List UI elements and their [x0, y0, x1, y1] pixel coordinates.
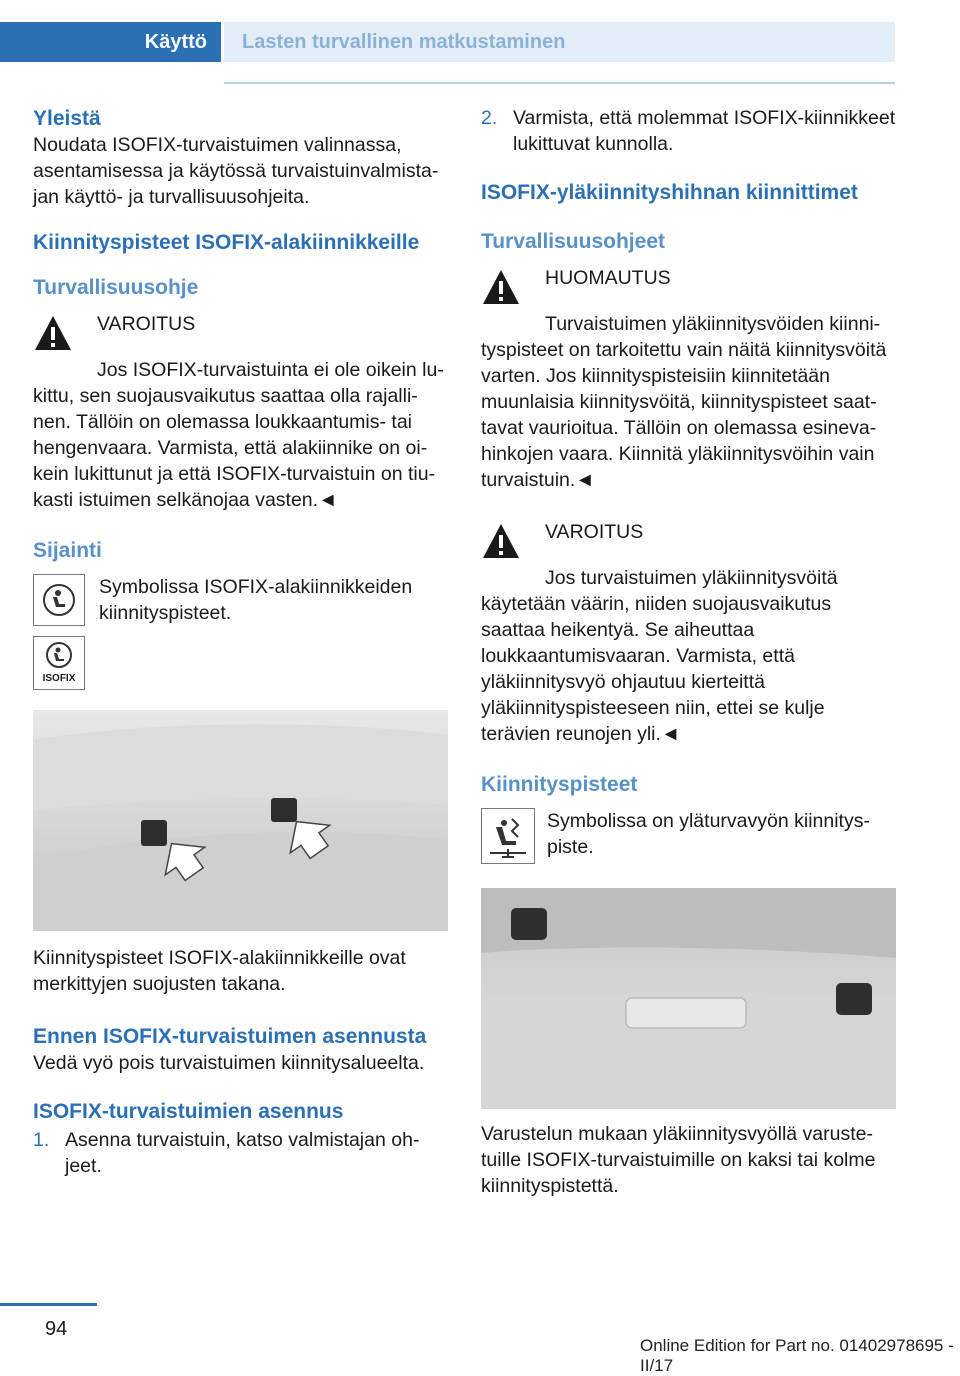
- location-heading: Sijainti: [33, 539, 102, 562]
- header-rule: [224, 82, 895, 84]
- before-text: Vedä vyö pois turvaistuimen kiinnitysalueelta.: [33, 1052, 425, 1074]
- left-photo-caption: Kiinnityspisteet ISOFIX-alakiinnikkeille ovat merkittyjen suojusten takana.: [33, 947, 406, 995]
- isofix-label: ISOFIX: [42, 673, 76, 684]
- right-warning-text: Jos turvaistuimen yläkiinnitysvöitä käytetään väärin, niiden suojausvaikutus saattaa heikentyä. Se aiheuttaa loukkaantumisvaaran. Varmista, että yläkiinnitysvyö ohjautuu kierteittä yläkiinnityspisteeseen niin, ettei se kulje terävien reunojen yli.◄: [481, 567, 838, 745]
- notice-text: Turvaistuimen yläkiinnitysvöiden kiinnityspisteet on tarkoitettu vain näitä kiinnitysvöitä varten. Jos kiinnityspisteisiin kiinnitetään muunlaisia kiinnitysvöitä, kiinnityspisteet saattavat vaurioitua. Tällöin on olemassa esinevahinkojen vaara. Kiinnitä yläkiinnitysvöihin vain turvaistuin.◄: [481, 313, 887, 491]
- right-photo-caption: Varustelun mukaan yläkiinnitysvyöllä varustetuille ISOFIX-turvaistuimille on kaksi tai kolme kiinnityspistettä.: [481, 1123, 876, 1197]
- general-text: Noudata ISOFIX-turvaistuimen valinnassa, asentamisessa ja käytössä turvaistuinvalmistajan käyttö- ja turvallisuusohjeita.: [33, 134, 439, 208]
- step-2-number: 2.: [481, 107, 498, 129]
- notice-block: [481, 265, 896, 307]
- edition-text: Online Edition for Part no. 01402978695 - II/17: [640, 1336, 954, 1375]
- right-warning-title: VAROITUS: [545, 521, 644, 543]
- warning-title: VAROITUS: [97, 313, 196, 335]
- right-column: [481, 105, 896, 1199]
- top-tether-photo: [481, 888, 896, 1109]
- warning-block: [33, 311, 448, 353]
- anchors-text: Symbolissa on yläturvavyön kiinnityspiste.: [547, 810, 870, 858]
- anchors-symbol-row: [481, 808, 896, 864]
- general-heading: Yleistä: [33, 107, 101, 130]
- right-warning-block: [481, 519, 896, 561]
- notice-title: HUOMAUTUS: [545, 267, 671, 289]
- anchor-heading: Kiinnityspisteet ISOFIX-alakiinnikkeille: [33, 231, 420, 254]
- step-1: [33, 1127, 448, 1179]
- warning-text: Jos ISOFIX-turvaistuinta ei ole oikein lukittu, sen suojausvaikutus saattaa olla rajallinen. Tällöin on olemassa loukkaantumis- tai hengenvaara. Varmista, että alakiinnike on oikein lukittunut ja että ISOFIX-turvaistuin on tiukasti istuimen selkänojaa vasten.◄: [33, 359, 444, 511]
- step-1-text: Asenna turvaistuin, katso valmistajan ohjeet.: [65, 1129, 420, 1177]
- top-tether-symbol-icon: [481, 808, 535, 864]
- tab-section-title: Lasten turvallinen matkustaminen: [224, 22, 895, 62]
- step-2-text: Varmista, että molemmat ISOFIX-kiinnikkeet lukittuvat kunnolla.: [513, 107, 896, 155]
- isofix-anchor-photo: [33, 710, 448, 931]
- isofix-label-symbol-icon: [33, 636, 85, 690]
- warning-triangle-icon: [481, 521, 521, 561]
- page-number: 94: [45, 1318, 68, 1340]
- location-symbol-row: [33, 574, 448, 626]
- warning-triangle-icon: [33, 313, 73, 353]
- before-heading: Ennen ISOFIX-turvaistuimen asennusta: [33, 1025, 427, 1048]
- anchors-heading: Kiinnityspisteet: [481, 773, 638, 796]
- page-header: [0, 22, 895, 62]
- isofix-seat-symbol-icon: [33, 574, 85, 626]
- step-1-number: 1.: [33, 1129, 50, 1151]
- install-heading: ISOFIX-turvaistuimien asennus: [33, 1100, 344, 1123]
- tether-heading: ISOFIX-yläkiinnityshihnan kiinnittimet: [481, 181, 858, 204]
- step-2: [481, 105, 896, 157]
- notice-triangle-icon: [481, 267, 521, 307]
- right-safety-heading: Turvallisuusohjeet: [481, 230, 665, 253]
- left-column: [33, 105, 448, 1179]
- safety-heading: Turvallisuusohje: [33, 276, 199, 299]
- location-text: Symbolissa ISOFIX-alakiinnikkeiden kiinnityspisteet.: [99, 576, 413, 624]
- footer-rule: [0, 1303, 97, 1306]
- tab-kaytto: Käyttö: [0, 22, 221, 62]
